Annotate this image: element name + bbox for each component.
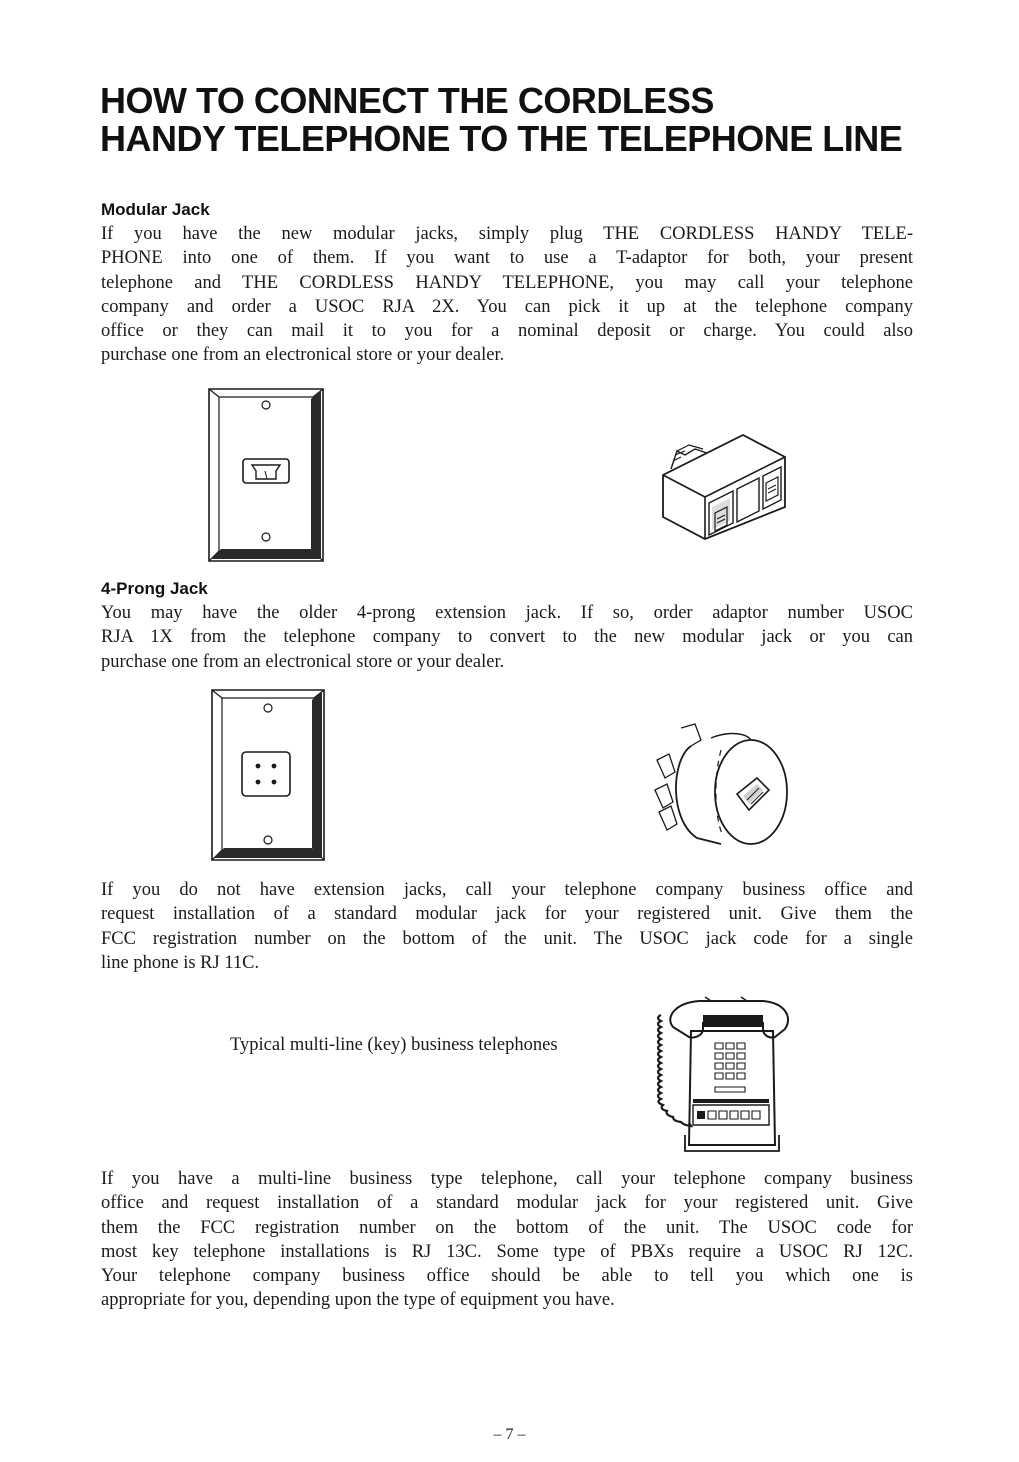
four-prong-jack-heading: 4-Prong Jack bbox=[101, 579, 208, 598]
key-telephone-illustration bbox=[645, 995, 795, 1157]
page-title-line-2: HANDY TELEPHONE TO THE TELEPHONE LINE bbox=[100, 118, 903, 159]
text-line: line phone is RJ 11C. bbox=[101, 952, 260, 973]
text-line: If you do not have extension jacks, call your telephone company business office and bbox=[101, 880, 913, 900]
four-prong-jack-paragraph bbox=[101, 601, 913, 674]
page-title bbox=[100, 82, 980, 158]
text-line: purchase one from an electronical store or your dealer. bbox=[101, 345, 505, 366]
four-prong-adaptor-illustration bbox=[651, 720, 791, 850]
page-title-line-1: HOW TO CONNECT THE CORDLESS bbox=[100, 80, 714, 121]
modular-jack-paragraph bbox=[101, 222, 913, 368]
business-telephone-paragraph bbox=[101, 1167, 913, 1313]
text-line: company and order a USOC RJA 2X. You can pick it up at the telephone company bbox=[101, 296, 913, 317]
modular-jack-heading: Modular Jack bbox=[101, 200, 210, 219]
text-line: most key telephone installations is RJ 13C. Some type of PBXs require a USOC RJ 12C. bbox=[101, 1241, 913, 1262]
text-line: telephone and THE CORDLESS HANDY TELEPHONE, you may call your telephone bbox=[101, 272, 913, 293]
text-line: Your telephone company business office should be able to tell you which one is bbox=[101, 1266, 913, 1287]
text-line: RJA 1X from the telephone company to convert to the new modular jack or you can bbox=[101, 627, 913, 648]
extension-jack-paragraph bbox=[101, 878, 913, 975]
text-line: them the FCC registration number on the bottom of the unit. The USOC code for bbox=[101, 1217, 913, 1238]
text-line: If you have the new modular jacks, simply plug THE CORDLESS HANDY TELE- bbox=[101, 224, 913, 244]
text-line: purchase one from an electronical store or your dealer. bbox=[101, 651, 505, 672]
text-line: office or they can mail it to you for a nominal deposit or charge. You could also bbox=[101, 321, 913, 342]
text-line: If you have a multi-line business type telephone, call your telephone company business bbox=[101, 1169, 913, 1189]
modular-wall-jack-illustration bbox=[207, 387, 325, 563]
text-line: FCC registration number on the bottom of the unit. The USOC jack code for a single bbox=[101, 928, 913, 949]
text-line: request installation of a standard modular jack for your registered unit. Give them the bbox=[101, 904, 913, 925]
four-prong-wall-jack-illustration bbox=[210, 688, 326, 862]
t-adaptor-illustration bbox=[657, 425, 789, 541]
page-number: – 7 – bbox=[493, 1426, 526, 1443]
text-line: You may have the older 4-prong extension jack. If so, order adaptor number USOC bbox=[101, 603, 913, 623]
text-line: office and request installation of a standard modular jack for your registered unit. Give bbox=[101, 1193, 913, 1214]
text-line: PHONE into one of them. If you want to use a T-adaptor for both, your present bbox=[101, 248, 913, 269]
text-line: appropriate for you, depending upon the type of equipment you have. bbox=[101, 1290, 615, 1311]
business-telephone-caption: Typical multi-line (key) business telephones bbox=[230, 1035, 558, 1055]
